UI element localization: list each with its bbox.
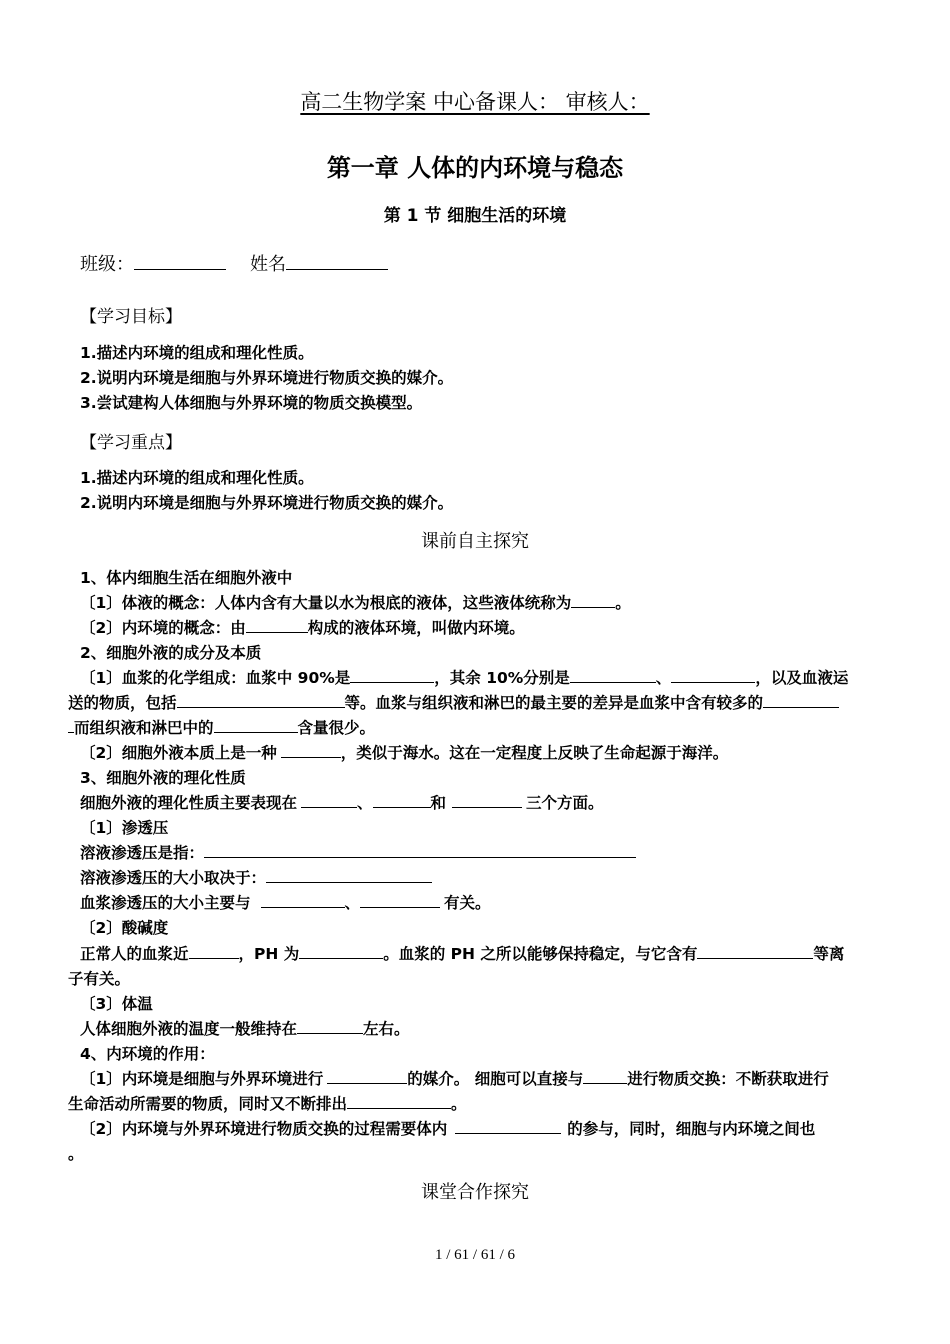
goal-item: 2.说明内环境是细胞与外界环境进行物质交换的媒介。 <box>80 369 454 387</box>
s1-title: 1、体内细胞生活在细胞外液中 <box>80 569 293 587</box>
document-header: 高二生物学案 中心备课人： 审核人： <box>300 90 650 114</box>
name-blank[interactable] <box>286 255 388 270</box>
answer-blank[interactable] <box>763 693 839 708</box>
focus-item: 1.描述内环境的组成和理化性质。 <box>80 469 314 487</box>
s3-p1-title: 〔1〕渗透压 <box>80 819 169 837</box>
s2-q2: 〔2〕细胞外液本质上是一种 ，类似于海水。这在一定程度上反映了生命起源于海洋。 <box>80 744 729 762</box>
goal-item: 1.描述内环境的组成和理化性质。 <box>80 344 314 362</box>
answer-blank[interactable] <box>177 693 345 708</box>
s3-p2-line2: 子有关。 <box>68 970 131 988</box>
s4-q2-line1: 〔2〕内环境与外界环境进行物质交换的过程需要体内 的参与，同时，细胞与内环境之间也 <box>80 1120 816 1138</box>
answer-blank[interactable] <box>204 843 636 858</box>
answer-blank[interactable] <box>214 718 298 733</box>
answer-blank[interactable] <box>297 1019 363 1034</box>
s4-q1-line2: 生命活动所需要的物质，同时又不断排出 。 <box>68 1095 467 1113</box>
inclass-title: 课堂合作探究 <box>421 1182 529 1203</box>
answer-blank[interactable] <box>571 593 615 608</box>
s1-q2: 〔2〕内环境的概念：由 构成的液体环境，叫做内环境。 <box>80 619 525 637</box>
s3-p2-title: 〔2〕酸碱度 <box>80 919 169 937</box>
s4-q2-line2: 。 <box>68 1145 84 1163</box>
s3-title: 3、细胞外液的理化性质 <box>80 769 246 787</box>
answer-blank[interactable] <box>347 1094 451 1109</box>
focus-heading: 【学习重点】 <box>80 433 182 453</box>
answer-blank[interactable] <box>261 893 345 908</box>
s3-p3-line: 人体细胞外液的温度一般维持在 左右。 <box>80 1020 410 1038</box>
goals-heading: 【学习目标】 <box>80 307 182 327</box>
focus-item: 2.说明内环境是细胞与外界环境进行物质交换的媒介。 <box>80 494 454 512</box>
s3-p1-line3: 血浆渗透压的大小主要与 、 有关。 <box>80 894 491 912</box>
answer-blank[interactable] <box>189 944 239 959</box>
s2-q1-line1: 〔1〕血浆的化学组成：血浆中 90%是 ，其余 10%分别是 、 ，以及血液运 <box>80 669 849 687</box>
class-label: 班级： <box>80 254 134 275</box>
goal-item: 3.尝试建构人体细胞与外界环境的物质交换模型。 <box>80 394 423 412</box>
answer-blank[interactable] <box>266 868 432 883</box>
answer-blank[interactable] <box>373 793 431 808</box>
answer-blank[interactable] <box>281 743 341 758</box>
answer-blank[interactable] <box>350 668 434 683</box>
answer-blank[interactable] <box>583 1069 627 1084</box>
class-name-fields <box>80 250 388 276</box>
s4-title: 4、内环境的作用： <box>80 1045 215 1063</box>
answer-blank[interactable] <box>570 668 656 683</box>
preclass-title: 课前自主探究 <box>421 531 529 552</box>
answer-blank[interactable] <box>299 944 383 959</box>
s2-title: 2、细胞外液的成分及本质 <box>80 644 262 662</box>
chapter-title: 第一章 人体的内环境与稳态 <box>326 154 624 182</box>
s3-intro: 细胞外液的理化性质主要表现在 、 和 三个方面。 <box>80 794 604 812</box>
s1-q1: 〔1〕体液的概念：人体内含有大量以水为根底的液体，这些液体统称为 。 <box>80 594 631 612</box>
class-blank[interactable] <box>134 255 226 270</box>
page-number: 1 / 61 / 61 / 6 <box>434 1247 515 1263</box>
answer-blank[interactable] <box>301 793 357 808</box>
answer-blank[interactable] <box>246 618 308 633</box>
answer-blank[interactable] <box>452 793 522 808</box>
answer-blank[interactable] <box>697 944 813 959</box>
answer-blank[interactable] <box>327 1069 407 1084</box>
s3-p2-line1: 正常人的血浆近 ，PH 为 。血浆的 PH 之所以能够保持稳定，与它含有 等离 <box>80 945 845 963</box>
s3-p1-line2: 溶液渗透压的大小取决于： <box>80 866 432 888</box>
s4-q1-line1: 〔1〕内环境是细胞与外界环境进行 的媒介。 细胞可以直接与 进行物质交换：不断获取进行 <box>80 1070 829 1088</box>
answer-blank[interactable] <box>360 893 440 908</box>
section-title: 第 1 节 细胞生活的环境 <box>383 206 567 226</box>
answer-blank[interactable] <box>671 668 755 683</box>
s3-p3-title: 〔3〕体温 <box>80 995 153 1013</box>
s2-q1-line2: 送的物质，包括 等。血浆与组织液和淋巴的最主要的差异是血浆中含有较多的 <box>68 691 839 713</box>
s3-p1-line1: 溶液渗透压是指： <box>80 841 636 863</box>
s2-q1-line3: 而组织液和淋巴中的 含量很少。 <box>68 716 375 738</box>
name-label: 姓名 <box>250 254 286 275</box>
answer-blank[interactable] <box>455 1119 561 1134</box>
